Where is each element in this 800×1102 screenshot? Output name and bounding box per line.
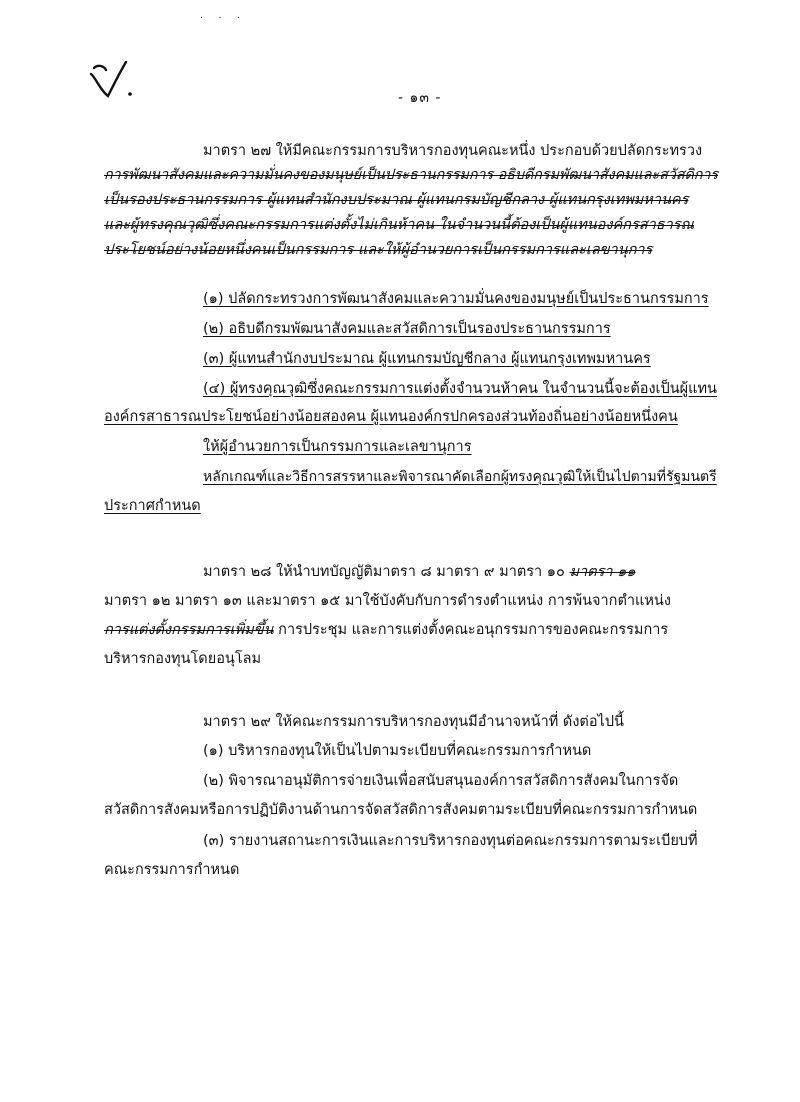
sec27-heading-text: มาตรา ๒๗ ให้มีคณะกรรมการบริหารกองทุนคณะหนึ่ง ประกอบด้วยปลัดกระทรวง [203, 143, 703, 159]
sec28-line-2: มาตรา ๑๒ มาตรา ๑๓ และมาตรา ๑๕ มาใช้บังคับกับการดำรงตำแหน่ง การพ้นจากตำแหน่ง [104, 593, 671, 609]
sec27-item-4-cont: องค์กรสาธารณประโยชน์อย่างน้อยสองคน ผู้แทนองค์กรปกครองส่วนท้องถิ่นอย่างน้อยหนึ่งคน [104, 409, 678, 425]
check-mark-icon [88, 56, 138, 101]
scan-dots: . . . [200, 10, 246, 21]
sec27-deleted-line-4: ประโยชน์อย่างน้อยหนึ่งคนเป็นกรรมการ และให้ผู้อำนวยการเป็นกรรมการและเลขานุการ [104, 242, 653, 258]
sec28-line-3-text: การประชุม และการแต่งตั้งคณะอนุกรรมการของคณะกรรมการ [273, 622, 669, 638]
sec27-deleted-line-1: การพัฒนาสังคมและความมั่นคงของมนุษย์เป็นประธานกรรมการ อธิบดีกรมพัฒนาสังคมและสวัสดิการ [104, 167, 719, 183]
sec27-item-4: (๔) ผู้ทรงคุณวุฒิซึ่งคณะกรรมการแต่งตั้งจำนวนห้าคน ในจำนวนนี้จะต้องเป็นผู้แทน [203, 381, 717, 397]
sec27-heading [203, 142, 702, 160]
sec27-criteria-line-2: ประกาศกำหนด [104, 498, 201, 514]
sec28-line-1-text: มาตรา ๒๘ ให้นำบทบัญญัติมาตรา ๘ มาตรา ๙ มาตรา ๑๐ [203, 564, 570, 580]
sec27-deleted-line-2: เป็นรองประธานกรรมการ ผู้แทนสำนักงบประมาณ ผู้แทนกรมบัญชีกลาง ผู้แทนกรุงเทพมหานคร [104, 192, 689, 208]
sec29-item-3-cont: คณะกรรมการกำหนด [104, 862, 240, 878]
sec27-criteria-line-1: หลักเกณฑ์และวิธีการสรรหาและพิจารณาคัดเลือกผู้ทรงคุณวุฒิให้เป็นไปตามที่รัฐมนตรี [203, 469, 717, 485]
sec28-line-3-deleted: การแต่งตั้งกรรมการเพิ่มขึ้น [104, 622, 274, 638]
sec27-deleted-line-3: และผู้ทรงคุณวุฒิซึ่งคณะกรรมการแต่งตั้งไม่เกินห้าคน ในจำนวนนี้ต้องเป็นผู้แทนองค์กรสาธารณ [104, 217, 694, 233]
sec29-item-1: (๑) บริหารกองทุนให้เป็นไปตามระเบียบที่คณะกรรมการกำหนด [203, 743, 592, 759]
sec29-heading: มาตรา ๒๙ ให้คณะกรรมการบริหารกองทุนมีอำนาจหน้าที่ ดังต่อไปนี้ [203, 714, 624, 730]
sec28-line-1 [203, 563, 636, 581]
sec28-line-4: บริหารกองทุนโดยอนุโลม [104, 651, 262, 667]
sec27-item-3: (๓) ผู้แทนสำนักงบประมาณ ผู้แทนกรมบัญชีกลาง ผู้แทนกรุงเทพมหานคร [203, 351, 651, 367]
sec27-item-1: (๑) ปลัดกระทรวงการพัฒนาสังคมและความมั่นคงของมนุษย์เป็นประธานกรรมการ [203, 291, 709, 307]
sec28-line-1-deleted: มาตรา ๑๑ [569, 564, 636, 580]
page-number: - ๑๓ - [398, 90, 442, 106]
sec28-line-3 [104, 621, 668, 639]
sec29-item-2: (๒) พิจารณาอนุมัติการจ่ายเงินเพื่อสนับสนุนองค์การสวัสดิการสังคมในการจัด [203, 773, 679, 789]
sec27-director-line: ให้ผู้อำนวยการเป็นกรรมการและเลขานุการ [203, 439, 472, 455]
sec29-item-3: (๓) รายงานสถานะการเงินและการบริหารกองทุนต่อคณะกรรมการตามระเบียบที่ [203, 833, 698, 849]
sec29-item-2-cont: สวัสดิการสังคมหรือการปฏิบัติงานด้านการจัดสวัสดิการสังคมตามระเบียบที่คณะกรรมการกำหนด [104, 802, 698, 818]
handwritten-check-mark [88, 56, 138, 105]
sec27-item-2: (๒) อธิบดีกรมพัฒนาสังคมและสวัสดิการเป็นรองประธานกรรมการ [203, 321, 611, 337]
